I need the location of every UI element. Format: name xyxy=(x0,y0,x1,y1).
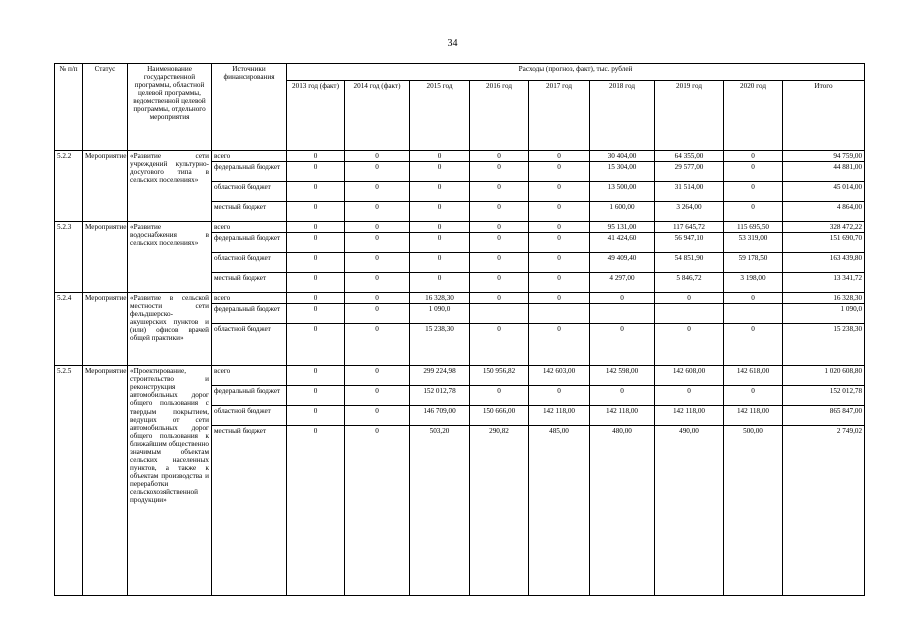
value-total: 94 759,00 xyxy=(783,151,865,162)
value-2020: 59 178,50 xyxy=(724,253,783,273)
value-2013: 0 xyxy=(287,366,345,386)
header-year-2020: 2020 год xyxy=(724,81,783,151)
value-2017: 485,00 xyxy=(529,426,590,596)
value-2016: 0 xyxy=(470,253,529,273)
value-2019: 117 645,72 xyxy=(655,222,724,233)
row-number: 5.2.2 xyxy=(55,151,83,222)
value-2015: 152 012,78 xyxy=(410,386,470,406)
value-2013: 0 xyxy=(287,162,345,182)
header-row-1 xyxy=(55,64,865,81)
value-2014: 0 xyxy=(345,293,410,304)
value-2018: 480,00 xyxy=(590,426,655,596)
value-2015: 503,20 xyxy=(410,426,470,596)
value-2016: 0 xyxy=(470,151,529,162)
value-2015: 1 090,0 xyxy=(410,304,470,324)
value-2019: 0 xyxy=(655,386,724,406)
row-source: федеральный бюджет xyxy=(212,386,287,406)
row-source: всего xyxy=(212,366,287,386)
value-2018: 49 409,40 xyxy=(590,253,655,273)
value-2015: 146 709,00 xyxy=(410,406,470,426)
value-2015: 299 224,98 xyxy=(410,366,470,386)
value-total: 151 690,70 xyxy=(783,233,865,253)
value-2014: 0 xyxy=(345,162,410,182)
value-2020: 0 xyxy=(724,162,783,182)
value-total: 16 328,30 xyxy=(783,293,865,304)
value-2016: 150 666,00 xyxy=(470,406,529,426)
value-2013: 0 xyxy=(287,406,345,426)
header-year-2015: 2015 год xyxy=(410,81,470,151)
value-2017: 0 xyxy=(529,386,590,406)
value-2019: 54 851,90 xyxy=(655,253,724,273)
value-2016: 0 xyxy=(470,324,529,366)
value-2017: 0 xyxy=(529,182,590,202)
value-2016 xyxy=(470,304,529,324)
value-total: 152 012,78 xyxy=(783,386,865,406)
value-2014: 0 xyxy=(345,202,410,222)
value-2018: 15 304,00 xyxy=(590,162,655,182)
header-year-2013: 2013 год (факт) xyxy=(287,81,345,151)
value-2019: 3 264,00 xyxy=(655,202,724,222)
value-total: 865 847,00 xyxy=(783,406,865,426)
value-2015: 0 xyxy=(410,253,470,273)
value-total: 328 472,22 xyxy=(783,222,865,233)
row-source: областной бюджет xyxy=(212,253,287,273)
value-2016: 290,82 xyxy=(470,426,529,596)
value-2013: 0 xyxy=(287,324,345,366)
value-2017: 0 xyxy=(529,273,590,293)
value-2016: 0 xyxy=(470,182,529,202)
value-total: 45 014,00 xyxy=(783,182,865,202)
header-expenses: Расходы (прогноз, факт), тыс. рублей xyxy=(287,64,865,81)
value-2019: 64 355,00 xyxy=(655,151,724,162)
row-status: Мероприятие xyxy=(83,222,128,293)
row-source: областной бюджет xyxy=(212,182,287,202)
value-2013: 0 xyxy=(287,151,345,162)
value-2018: 0 xyxy=(590,386,655,406)
value-2016: 0 xyxy=(470,386,529,406)
value-2017: 0 xyxy=(529,324,590,366)
value-2014: 0 xyxy=(345,273,410,293)
row-source: федеральный бюджет xyxy=(212,233,287,253)
value-2017: 0 xyxy=(529,162,590,182)
value-2020: 0 xyxy=(724,293,783,304)
value-2013: 0 xyxy=(287,304,345,324)
value-2016: 0 xyxy=(470,162,529,182)
value-2015: 0 xyxy=(410,151,470,162)
value-2013: 0 xyxy=(287,202,345,222)
row-source: всего xyxy=(212,151,287,162)
value-2013: 0 xyxy=(287,293,345,304)
value-2018 xyxy=(590,304,655,324)
value-2014: 0 xyxy=(345,386,410,406)
value-2016: 150 956,82 xyxy=(470,366,529,386)
value-2018: 0 xyxy=(590,324,655,366)
value-2013: 0 xyxy=(287,182,345,202)
header-year-2018: 2018 год xyxy=(590,81,655,151)
row-number: 5.2.4 xyxy=(55,293,83,366)
value-total: 44 881,00 xyxy=(783,162,865,182)
value-2019: 0 xyxy=(655,324,724,366)
value-2020: 142 118,00 xyxy=(724,406,783,426)
value-2017: 0 xyxy=(529,253,590,273)
row-name: «Проектирование, строительство и реконструкция автомобильных дорог общего пользования с твердым покрытием, ведущих от сети автомобильных дорог общего пользования к ближайшим общественно значимым объектам сельских населенных пунктов, а также к объектам производства и переработки сельскохозяйственной продукции» xyxy=(128,366,212,596)
value-2014: 0 xyxy=(345,304,410,324)
row-source: местный бюджет xyxy=(212,426,287,596)
value-2020: 0 xyxy=(724,386,783,406)
value-2013: 0 xyxy=(287,233,345,253)
budget-table xyxy=(54,63,865,596)
table-row xyxy=(55,151,865,162)
row-name: «Развитие водоснабжения в сельских поселениях» xyxy=(128,222,212,293)
value-total: 163 439,80 xyxy=(783,253,865,273)
value-2017: 142 118,00 xyxy=(529,406,590,426)
value-2020 xyxy=(724,304,783,324)
value-2014: 0 xyxy=(345,253,410,273)
row-name: «Развитие в сельской местности сети фельдшерско-акушерских пунктов и (или) офисов врачей общей практики» xyxy=(128,293,212,366)
value-2019: 31 514,00 xyxy=(655,182,724,202)
value-2020: 3 198,00 xyxy=(724,273,783,293)
header-source: Источники финансирования xyxy=(212,64,287,151)
value-2020: 115 695,50 xyxy=(724,222,783,233)
row-status: Мероприятие xyxy=(83,293,128,366)
value-total: 15 238,30 xyxy=(783,324,865,366)
value-2014: 0 xyxy=(345,324,410,366)
row-source: всего xyxy=(212,293,287,304)
value-total: 13 341,72 xyxy=(783,273,865,293)
value-2015: 0 xyxy=(410,222,470,233)
value-total: 1 020 608,80 xyxy=(783,366,865,386)
table-row xyxy=(55,293,865,304)
value-2019: 142 118,00 xyxy=(655,406,724,426)
value-2015: 0 xyxy=(410,162,470,182)
value-2018: 95 131,00 xyxy=(590,222,655,233)
value-2017: 142 603,00 xyxy=(529,366,590,386)
value-2018: 13 500,00 xyxy=(590,182,655,202)
value-2015: 0 xyxy=(410,233,470,253)
header-year-2014: 2014 год (факт) xyxy=(345,81,410,151)
value-2013: 0 xyxy=(287,253,345,273)
row-number: 5.2.3 xyxy=(55,222,83,293)
value-2020: 0 xyxy=(724,151,783,162)
value-2020: 500,00 xyxy=(724,426,783,596)
value-2018: 0 xyxy=(590,293,655,304)
value-total: 1 090,0 xyxy=(783,304,865,324)
row-status: Мероприятие xyxy=(83,151,128,222)
page-number: 34 xyxy=(447,38,458,49)
value-2014: 0 xyxy=(345,222,410,233)
value-2015: 16 328,30 xyxy=(410,293,470,304)
value-2016: 0 xyxy=(470,273,529,293)
header-total: Итого xyxy=(783,81,865,151)
value-2018: 142 598,00 xyxy=(590,366,655,386)
value-2013: 0 xyxy=(287,273,345,293)
value-2016: 0 xyxy=(470,233,529,253)
value-2017: 0 xyxy=(529,293,590,304)
row-name: «Развитие сети учреждений культурно-досугового типа в сельских поселениях» xyxy=(128,151,212,222)
value-2018: 142 118,00 xyxy=(590,406,655,426)
value-2019: 0 xyxy=(655,293,724,304)
value-2015: 15 238,30 xyxy=(410,324,470,366)
header-year-2017: 2017 год xyxy=(529,81,590,151)
value-2017 xyxy=(529,304,590,324)
value-2014: 0 xyxy=(345,182,410,202)
value-2020: 0 xyxy=(724,324,783,366)
value-2014: 0 xyxy=(345,426,410,596)
row-source: местный бюджет xyxy=(212,202,287,222)
value-2019: 5 846,72 xyxy=(655,273,724,293)
value-2015: 0 xyxy=(410,182,470,202)
header-status: Статус xyxy=(83,64,128,151)
row-status: Мероприятие xyxy=(83,366,128,596)
value-2019 xyxy=(655,304,724,324)
table-row xyxy=(55,222,865,233)
value-2013: 0 xyxy=(287,386,345,406)
value-2019: 490,00 xyxy=(655,426,724,596)
value-2014: 0 xyxy=(345,406,410,426)
value-2016: 0 xyxy=(470,293,529,304)
header-year-2019: 2019 год xyxy=(655,81,724,151)
value-2017: 0 xyxy=(529,222,590,233)
header-num: № п/п xyxy=(55,64,83,151)
value-2015: 0 xyxy=(410,202,470,222)
table-row xyxy=(55,366,865,386)
row-source: федеральный бюджет xyxy=(212,304,287,324)
value-total: 2 749,02 xyxy=(783,426,865,596)
value-2017: 0 xyxy=(529,151,590,162)
row-source: областной бюджет xyxy=(212,406,287,426)
value-2016: 0 xyxy=(470,202,529,222)
value-2018: 41 424,60 xyxy=(590,233,655,253)
row-source: федеральный бюджет xyxy=(212,162,287,182)
value-2017: 0 xyxy=(529,202,590,222)
row-source: областной бюджет xyxy=(212,324,287,366)
header-name: Наименование государственной программы, областной целевой программы, ведомственной целевой программы, отдельного мероприятия xyxy=(128,64,212,151)
header-year-2016: 2016 год xyxy=(470,81,529,151)
value-2015: 0 xyxy=(410,273,470,293)
row-source: местный бюджет xyxy=(212,273,287,293)
value-2014: 0 xyxy=(345,366,410,386)
value-2018: 1 600,00 xyxy=(590,202,655,222)
value-2014: 0 xyxy=(345,151,410,162)
value-2013: 0 xyxy=(287,426,345,596)
value-2017: 0 xyxy=(529,233,590,253)
value-2016: 0 xyxy=(470,222,529,233)
value-2020: 53 319,00 xyxy=(724,233,783,253)
row-number: 5.2.5 xyxy=(55,366,83,596)
value-2014: 0 xyxy=(345,233,410,253)
value-2020: 0 xyxy=(724,202,783,222)
value-2018: 4 297,00 xyxy=(590,273,655,293)
value-total: 4 864,00 xyxy=(783,202,865,222)
value-2019: 56 947,10 xyxy=(655,233,724,253)
value-2020: 0 xyxy=(724,182,783,202)
value-2013: 0 xyxy=(287,222,345,233)
value-2019: 142 608,00 xyxy=(655,366,724,386)
row-source: всего xyxy=(212,222,287,233)
value-2018: 30 404,00 xyxy=(590,151,655,162)
value-2019: 29 577,00 xyxy=(655,162,724,182)
value-2020: 142 618,00 xyxy=(724,366,783,386)
